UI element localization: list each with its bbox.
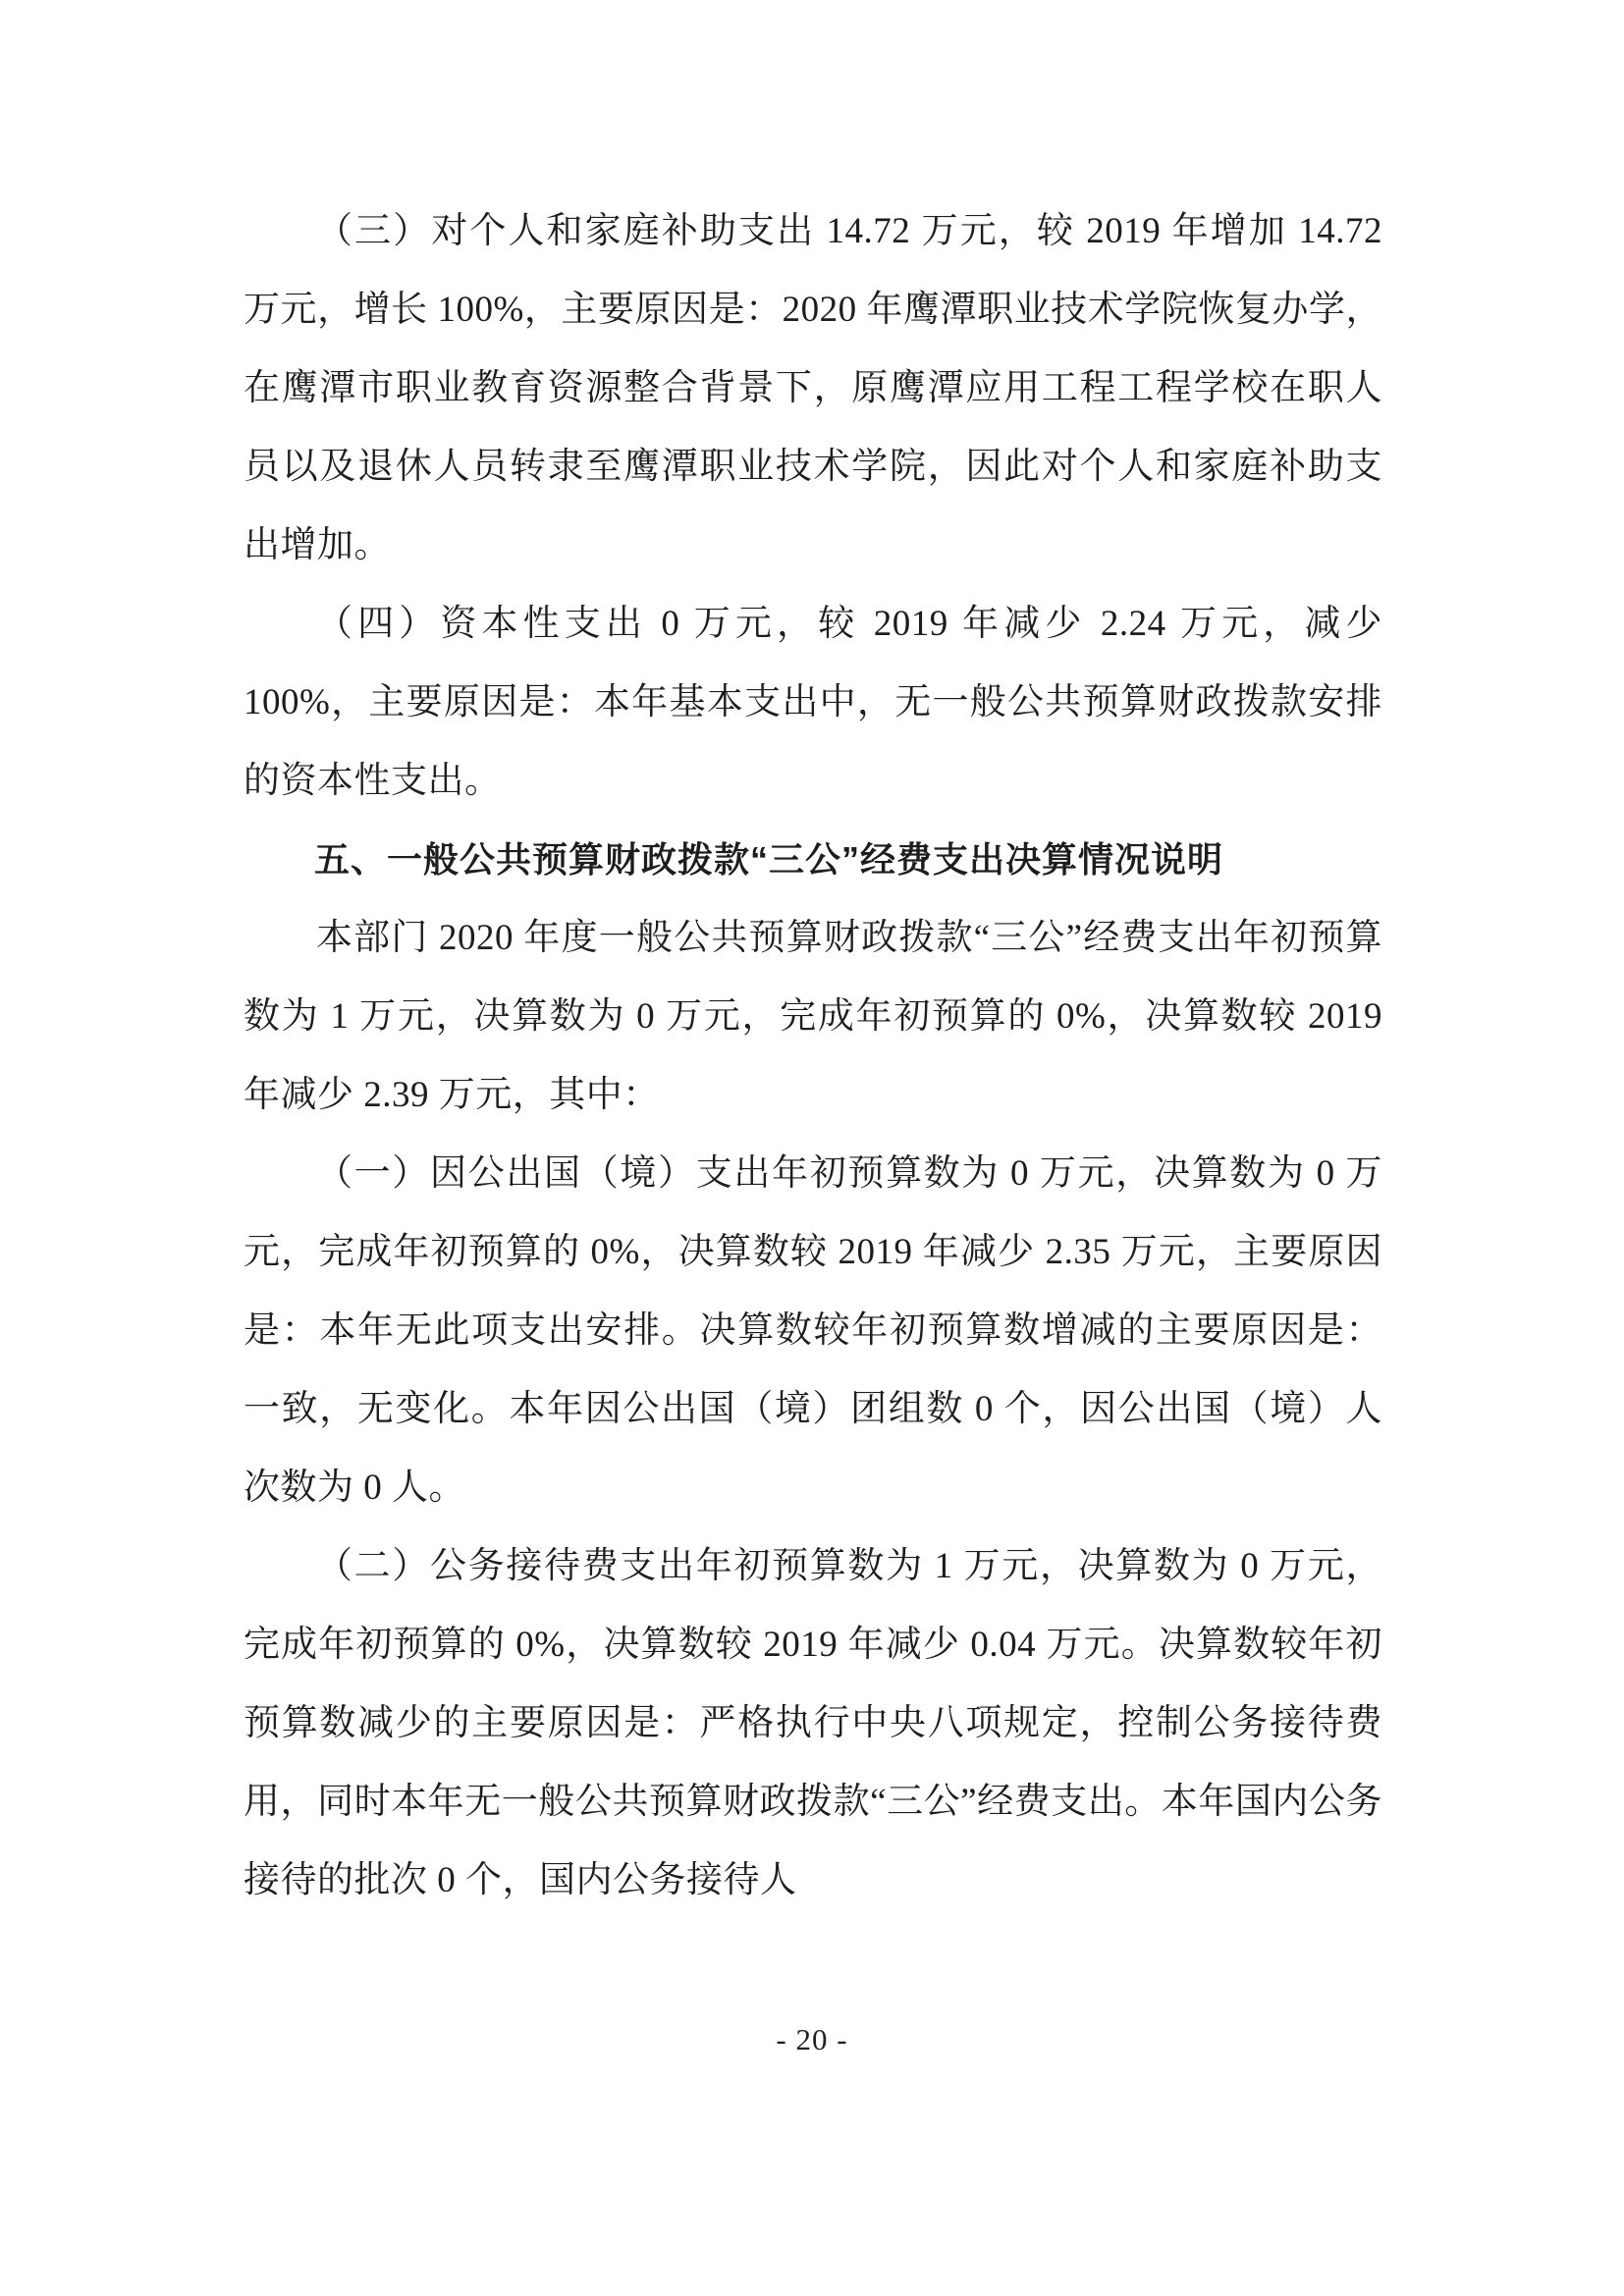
paragraph-individual-family-subsidy: （三）对个人和家庭补助支出 14.72 万元，较 2019 年增加 14.72 万元，增长 100%，主要原因是：2020 年鹰潭职业技术学院恢复办学，在鹰潭市职业教育资源整合背景下，原鹰潭应用工程工程学校在职人员以及退休人员转隶至鹰潭职业技术学院，因此对个人和家庭补助支出增加。: [244, 211, 1382, 565]
paragraph-overseas-travel: （一）因公出国（境）支出年初预算数为 0 万元，决算数为 0 万元，完成年初预算的 0%，决算数较 2019 年减少 2.35 万元，主要原因是：本年无此项支出安排。决算数较年初预算数增减的主要原因是：一致，无变化。本年因公出国（境）团组数 0 个，因公出国（境）人次数为 0 人。: [244, 1153, 1382, 1508]
page-body: [244, 192, 1382, 1920]
paragraph-official-reception: （二）公务接待费支出年初预算数为 1 万元，决算数为 0 万元，完成年初预算的 0%，决算数较 2019 年减少 0.04 万元。决算数较年初预算数减少的主要原因是：严格执行中央八项规定，控制公务接待费用，同时本年无一般公共预算财政拨款“三公”经费支出。本年国内公务接待的批次 0 个，国内公务接待人: [244, 1546, 1382, 1900]
paragraph-capital-expenditure: （四）资本性支出 0 万元，较 2019 年减少 2.24 万元，减少 100%，主要原因是：本年基本支出中，无一般公共预算财政拨款安排的资本性支出。: [244, 604, 1382, 801]
paragraph-three-public-overview: 本部门 2020 年度一般公共预算财政拨款“三公”经费支出年初预算数为 1 万元，决算数为 0 万元，完成年初预算的 0%，决算数较 2019 年减少 2.39 万元，其中：: [244, 918, 1382, 1115]
section-heading-three-public-expenses: 五、一般公共预算财政拨款“三公”经费支出决算情况说明: [314, 839, 1224, 880]
page-number: - 20 -: [776, 2022, 848, 2056]
